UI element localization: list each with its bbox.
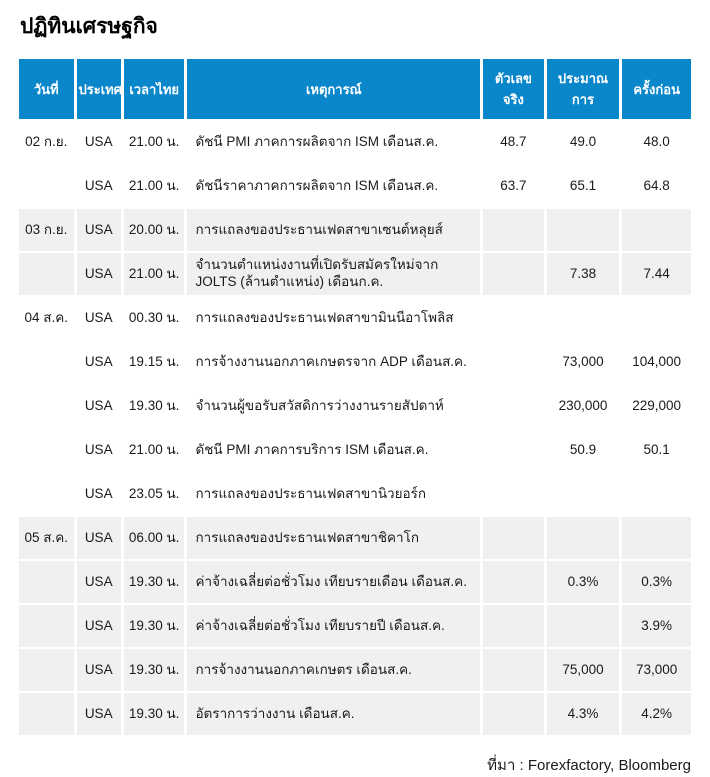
cell-forecast bbox=[547, 209, 620, 251]
cell-event: การจ้างงานนอกภาคเกษตรจาก ADP เดือนส.ค. bbox=[187, 341, 480, 383]
cell-country: USA bbox=[77, 385, 121, 427]
column-header-previous: ครั้งก่อน bbox=[622, 59, 691, 119]
cell-time: 19.30 น. bbox=[124, 561, 185, 603]
table-row bbox=[19, 693, 691, 735]
cell-previous: 73,000 bbox=[622, 649, 691, 691]
cell-actual bbox=[483, 429, 544, 471]
cell-time: 19.30 น. bbox=[124, 605, 185, 647]
cell-date bbox=[19, 605, 74, 647]
column-header-country: ประเทศ bbox=[77, 59, 121, 119]
cell-previous bbox=[622, 473, 691, 515]
cell-country: USA bbox=[77, 561, 121, 603]
cell-forecast: 230,000 bbox=[547, 385, 620, 427]
cell-actual bbox=[483, 473, 544, 515]
source-note: ที่มา : Forexfactory, Bloomberg bbox=[487, 757, 691, 774]
cell-date bbox=[19, 253, 74, 295]
table-row bbox=[19, 253, 691, 295]
cell-previous: 48.0 bbox=[622, 121, 691, 163]
cell-date bbox=[19, 341, 74, 383]
cell-country: USA bbox=[77, 209, 121, 251]
cell-date: 02 ก.ย. bbox=[19, 121, 74, 163]
cell-event: การแถลงของประธานเฟดสาขานิวยอร์ก bbox=[187, 473, 480, 515]
cell-country: USA bbox=[77, 517, 121, 559]
cell-time: 06.00 น. bbox=[124, 517, 185, 559]
column-header-forecast: ประมาณการ bbox=[547, 59, 620, 119]
column-header-date: วันที่ bbox=[19, 59, 74, 119]
cell-date bbox=[19, 429, 74, 471]
cell-time: 21.00 น. bbox=[124, 429, 185, 471]
cell-forecast: 50.9 bbox=[547, 429, 620, 471]
cell-actual bbox=[483, 341, 544, 383]
table-row bbox=[19, 561, 691, 603]
table-row bbox=[19, 121, 691, 163]
cell-previous: 64.8 bbox=[622, 165, 691, 207]
cell-previous: 3.9% bbox=[622, 605, 691, 647]
cell-event: จำนวนตำแหน่งงานที่เปิดรับสมัครใหม่จาก JOLTS (ล้านตำแหน่ง) เดือนก.ค. bbox=[187, 253, 480, 295]
cell-country: USA bbox=[77, 297, 121, 339]
column-header-event: เหตุการณ์ bbox=[187, 59, 480, 119]
cell-previous bbox=[622, 297, 691, 339]
cell-previous: 104,000 bbox=[622, 341, 691, 383]
cell-forecast: 7.38 bbox=[547, 253, 620, 295]
cell-time: 19.30 น. bbox=[124, 385, 185, 427]
column-header-actual: ตัวเลขจริง bbox=[483, 59, 544, 119]
table-row bbox=[19, 473, 691, 515]
cell-event: ค่าจ้างเฉลี่ยต่อชั่วโมง เทียบรายเดือน เดือนส.ค. bbox=[187, 561, 480, 603]
cell-time: 23.05 น. bbox=[124, 473, 185, 515]
table-header-row bbox=[19, 59, 691, 119]
cell-forecast: 4.3% bbox=[547, 693, 620, 735]
cell-date bbox=[19, 561, 74, 603]
cell-forecast bbox=[547, 473, 620, 515]
cell-country: USA bbox=[77, 121, 121, 163]
cell-forecast: 65.1 bbox=[547, 165, 620, 207]
cell-country: USA bbox=[77, 165, 121, 207]
cell-time: 19.30 น. bbox=[124, 649, 185, 691]
cell-actual bbox=[483, 209, 544, 251]
cell-event: ดัชนีราคาภาคการผลิตจาก ISM เดือนส.ค. bbox=[187, 165, 480, 207]
cell-date bbox=[19, 473, 74, 515]
cell-previous bbox=[622, 209, 691, 251]
cell-actual bbox=[483, 385, 544, 427]
cell-forecast: 73,000 bbox=[547, 341, 620, 383]
cell-event: ดัชนี PMI ภาคการบริการ ISM เดือนส.ค. bbox=[187, 429, 480, 471]
cell-date bbox=[19, 165, 74, 207]
cell-forecast: 49.0 bbox=[547, 121, 620, 163]
cell-time: 21.00 น. bbox=[124, 253, 185, 295]
cell-previous: 50.1 bbox=[622, 429, 691, 471]
cell-event: การแถลงของประธานเฟดสาขามินนีอาโพลิส bbox=[187, 297, 480, 339]
cell-country: USA bbox=[77, 649, 121, 691]
cell-event: การจ้างงานนอกภาคเกษตร เดือนส.ค. bbox=[187, 649, 480, 691]
cell-event: การแถลงของประธานเฟดสาขาชิคาโก bbox=[187, 517, 480, 559]
cell-actual bbox=[483, 253, 544, 295]
cell-country: USA bbox=[77, 605, 121, 647]
cell-time: 20.00 น. bbox=[124, 209, 185, 251]
cell-actual bbox=[483, 649, 544, 691]
cell-actual bbox=[483, 693, 544, 735]
table-row bbox=[19, 297, 691, 339]
cell-country: USA bbox=[77, 429, 121, 471]
cell-event: อัตราการว่างงาน เดือนส.ค. bbox=[187, 693, 480, 735]
page-title: ปฏิทินเศรษฐกิจ bbox=[20, 15, 158, 38]
cell-event: การแถลงของประธานเฟดสาขาเซนต์หลุยส์ bbox=[187, 209, 480, 251]
economic-calendar-table bbox=[16, 57, 694, 737]
table-row bbox=[19, 429, 691, 471]
cell-country: USA bbox=[77, 473, 121, 515]
cell-time: 19.30 น. bbox=[124, 693, 185, 735]
cell-actual bbox=[483, 605, 544, 647]
cell-date bbox=[19, 649, 74, 691]
cell-date bbox=[19, 385, 74, 427]
cell-forecast bbox=[547, 517, 620, 559]
cell-event: ดัชนี PMI ภาคการผลิตจาก ISM เดือนส.ค. bbox=[187, 121, 480, 163]
cell-previous: 229,000 bbox=[622, 385, 691, 427]
cell-country: USA bbox=[77, 693, 121, 735]
cell-forecast: 75,000 bbox=[547, 649, 620, 691]
cell-actual bbox=[483, 297, 544, 339]
table-row bbox=[19, 341, 691, 383]
cell-actual bbox=[483, 517, 544, 559]
cell-event: ค่าจ้างเฉลี่ยต่อชั่วโมง เทียบรายปี เดือนส.ค. bbox=[187, 605, 480, 647]
table-row bbox=[19, 209, 691, 251]
cell-country: USA bbox=[77, 341, 121, 383]
cell-forecast bbox=[547, 297, 620, 339]
cell-event: จำนวนผู้ขอรับสวัสดิการว่างงานรายสัปดาห์ bbox=[187, 385, 480, 427]
table-row bbox=[19, 517, 691, 559]
cell-forecast: 0.3% bbox=[547, 561, 620, 603]
cell-previous: 4.2% bbox=[622, 693, 691, 735]
table-row bbox=[19, 165, 691, 207]
table-row bbox=[19, 605, 691, 647]
table-row bbox=[19, 649, 691, 691]
cell-actual: 48.7 bbox=[483, 121, 544, 163]
cell-actual bbox=[483, 561, 544, 603]
cell-time: 21.00 น. bbox=[124, 165, 185, 207]
cell-previous: 0.3% bbox=[622, 561, 691, 603]
cell-time: 00.30 น. bbox=[124, 297, 185, 339]
cell-date bbox=[19, 693, 74, 735]
cell-country: USA bbox=[77, 253, 121, 295]
cell-actual: 63.7 bbox=[483, 165, 544, 207]
cell-forecast bbox=[547, 605, 620, 647]
cell-previous: 7.44 bbox=[622, 253, 691, 295]
cell-date: 05 ส.ค. bbox=[19, 517, 74, 559]
cell-time: 21.00 น. bbox=[124, 121, 185, 163]
column-header-time: เวลาไทย bbox=[124, 59, 185, 119]
cell-date: 04 ส.ค. bbox=[19, 297, 74, 339]
cell-date: 03 ก.ย. bbox=[19, 209, 74, 251]
table-row bbox=[19, 385, 691, 427]
cell-time: 19.15 น. bbox=[124, 341, 185, 383]
cell-previous bbox=[622, 517, 691, 559]
